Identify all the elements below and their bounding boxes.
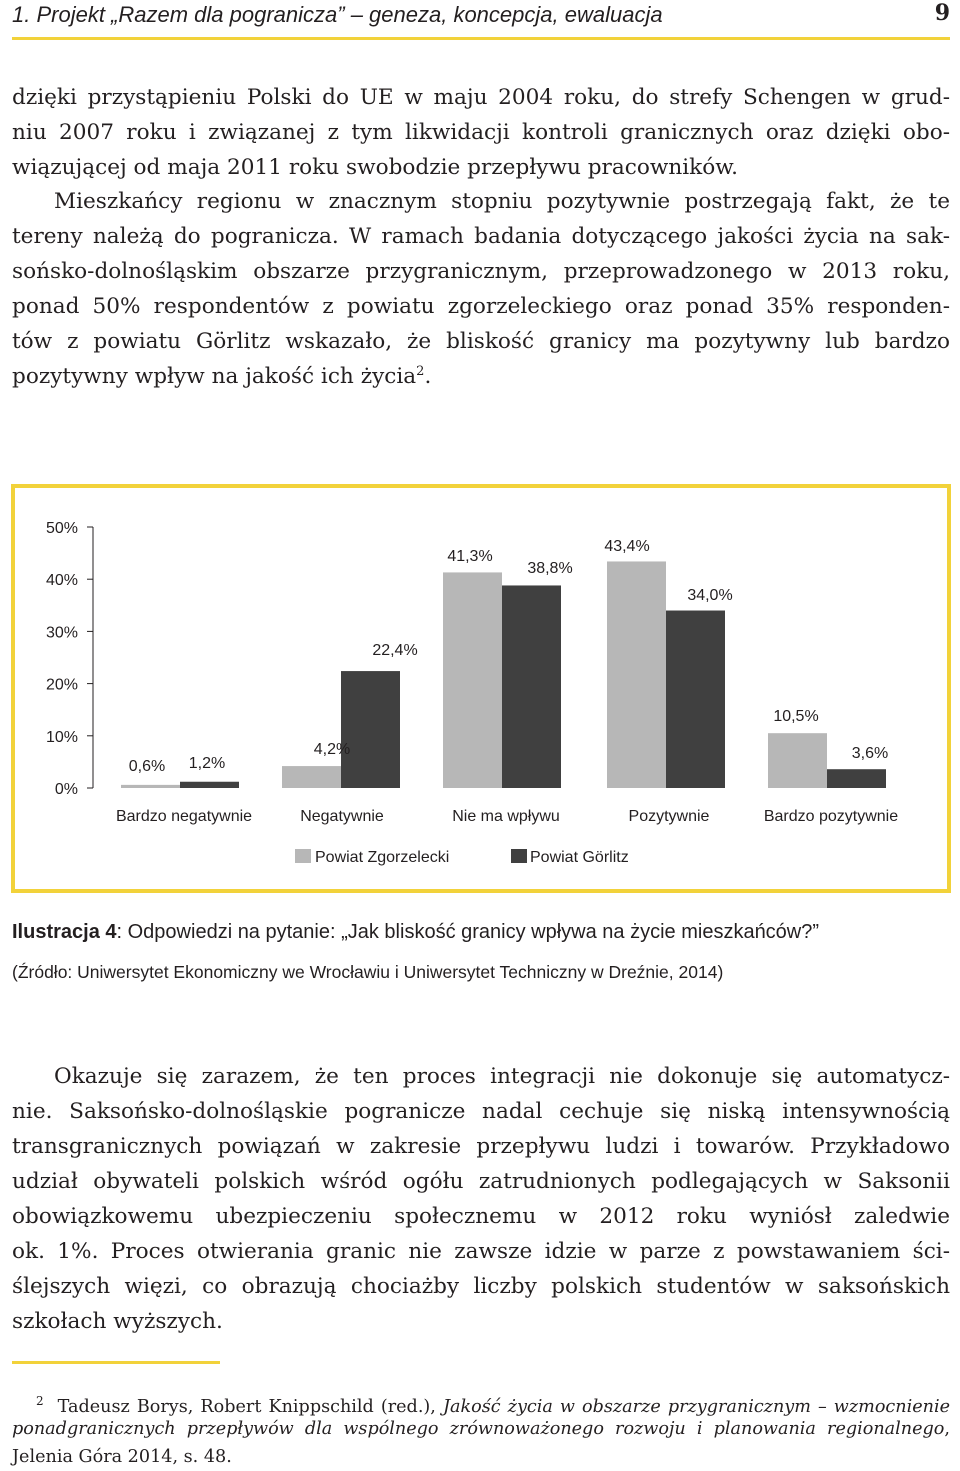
bar-zgorzelecki [282,766,341,788]
footnote-line-1 [12,1387,950,1415]
data-label: 0,6% [128,758,166,775]
bar-zgorzelecki [768,733,827,788]
y-tick-label: 10% [45,728,78,746]
data-label: 41,3% [447,548,493,565]
data-label: 3,6% [851,745,889,762]
paragraph-2-line: ponad 50% respondentów z powiatu zgorzeleckiego oraz ponad 35% responden- [12,294,950,319]
paragraph-2-last-line [12,359,950,394]
paragraph-3-line: Okazuje się zarazem, że ten proces integracji nie dokonuje się automatycz- [54,1064,950,1089]
legend-swatch-gorlitz [511,849,527,863]
bar-gorlitz [341,671,400,788]
page-number: 9 [934,0,950,26]
paragraph-1-line: dzięki przystąpieniu Polski do UE w maju 2004 roku, do strefy Schengen w grud- [12,85,950,110]
paragraph-3 [12,1059,950,1339]
paragraph-1 [12,80,950,185]
y-tick-label: 40% [45,572,78,590]
y-tick-label: 20% [45,676,78,694]
x-tick-label: Nie ma wpływu [452,808,560,825]
data-label: 22,4% [372,642,418,659]
caption-text: : Odpowiedzi na pytanie: „Jak bliskość granicy wpływa na życie mieszkańców?” [116,921,820,943]
footnote-line-2-end: , [944,1419,950,1439]
paragraph-3-line: ślejszych więzi, co obrazują chociażby liczby polskich studentów w saksońskich [12,1274,950,1299]
footnote-line-3: Jelenia Góra 2014, s. 48. [12,1447,232,1467]
figure-caption [12,921,819,944]
header-rule [12,37,950,40]
y-tick-label: 30% [45,624,78,642]
data-label: 38,8% [527,560,573,577]
chapter-title: 1. Projekt „Razem dla pogranicza” – geneza, koncepcja, ewaluacja [12,2,663,27]
bar-gorlitz [502,585,561,788]
legend-swatch-zgorzelecki [295,849,311,863]
figure-source: (Źródło: Uniwersytet Ekonomiczny we Wrocławiu i Uniwersytet Techniczny w Dreźnie, 2014) [12,962,724,982]
footnote-ref[interactable]: 2 [416,364,425,379]
legend-label-gorlitz: Powiat Görlitz [530,849,629,866]
paragraph-3-line: ok. 1%. Proces otwierania granic nie zawsze idzie w parze z powstawaniem ści- [12,1239,950,1264]
bar-zgorzelecki [607,561,666,788]
bar-gorlitz [827,769,886,788]
bar-gorlitz [666,611,725,788]
paragraph-3-line: obowiązkowemu ubezpieczeniu społecznemu w 2012 roku wyniósł zaledwie [12,1204,950,1229]
paragraph-3-line: szkołach wyższych. [12,1309,223,1334]
footnote-rule [12,1361,220,1364]
paragraph-2-line: tów z powiatu Görlitz wskazało, że bliskość granicy ma pozytywny lub bardzo [12,329,950,354]
legend-label-zgorzelecki: Powiat Zgorzelecki [315,849,450,866]
x-tick-label: Bardzo negatywnie [115,808,253,825]
bar-gorlitz [180,782,239,788]
footnote [12,1387,950,1471]
data-label: 1,2% [188,755,226,772]
footnote-line-2 [12,1415,950,1443]
data-label: 43,4% [604,538,650,555]
paragraph-2-line: pozytywny wpływ na jakość ich życia [12,364,417,389]
bar-zgorzelecki [443,572,502,788]
paragraph-1-line: niu 2007 roku i związanej z tym likwidacji kontroli granicznych oraz dzięki obo- [12,120,950,145]
paragraph-2-line: tereny należą do pogranicza. W ramach badania dotyczącego jakości życia na sak- [12,224,950,249]
running-header [12,0,950,34]
footnote-authors: Tadeusz Borys, Robert Knippschild (red.), [57,1397,443,1417]
data-label: 34,0% [687,587,733,604]
footnote-title-1: Jakość życia w obszarze przygranicznym – wzmocnienie [442,1397,951,1417]
bar-zgorzelecki [121,785,180,788]
paragraph-3-line: udział obywateli polskich wśród ogółu zatrudnionych podlegających w Saksonii [12,1169,950,1194]
paragraph-2-line: Mieszkańcy regionu w znacznym stopniu pozytywnie postrzegają fakt, że te [54,189,950,214]
y-tick-label: 50% [45,520,78,537]
paragraph-3-line: transgranicznych powiązań w zakresie przepływu ludzi i towarów. Przykładowo [12,1134,950,1159]
caption-label: Ilustracja 4 [12,921,117,943]
footnote-number: 2 [36,1394,44,1408]
footnote-title-2: ponadgranicznych przepływów dla wspólnego zrównoważonego rozwoju i planowania regionalnego [12,1419,945,1439]
data-label: 10,5% [773,708,819,725]
paragraph-3-line: nie. Saksońsko-dolnośląskie pogranicze nadal cechuje się niską intensywnością [12,1099,950,1124]
paragraph-2-end: . [424,364,432,389]
y-tick-label: 0% [54,781,78,798]
x-tick-label: Bardzo pozytywnie [763,808,899,825]
x-tick-label: Negatywnie [300,808,384,825]
paragraph-2 [12,184,950,394]
paragraph-2-line: sońsko-dolnośląskim obszarze przygranicznym, przeprowadzonego w 2013 roku, [12,259,950,284]
paragraph-1-line: wiązującej od maja 2011 roku swobodzie przepływu pracowników. [12,155,739,180]
x-tick-label: Pozytywnie [628,808,710,825]
data-label: 4,2% [313,741,351,758]
bar-chart [15,488,939,881]
